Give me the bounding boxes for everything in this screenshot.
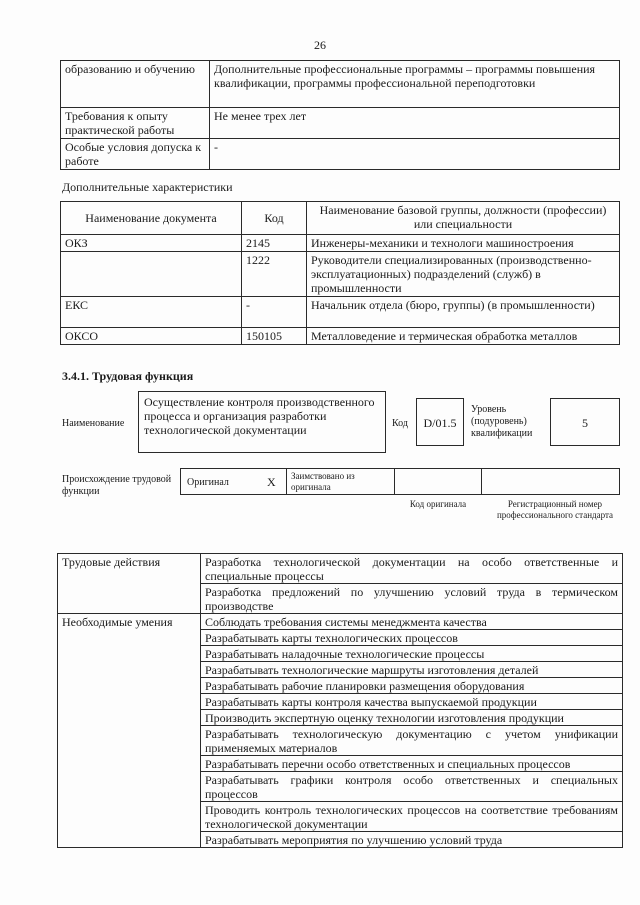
action-item: Разработка предложений по улучшению условий труда в термическом производстве — [201, 584, 623, 614]
group-label: Необходимые умения — [58, 614, 201, 848]
skill-item: Разрабатывать графики контроля особо ответственных и специальных процессов — [201, 772, 623, 802]
table-row — [61, 61, 620, 108]
skill-item: Разрабатывать перечни особо ответственных и специальных процессов — [201, 756, 623, 772]
table-row — [61, 328, 620, 345]
table-row — [61, 235, 620, 252]
column-header-name: Наименование базовой группы, должности (профессии) или специальности — [307, 202, 620, 235]
requirements-table — [60, 60, 620, 170]
action-item: Разработка технологической документации на особо ответственные и специальные процессы — [201, 554, 623, 584]
function-code-value: D/01.5 — [423, 416, 457, 430]
page-number: 26 — [314, 38, 326, 52]
skill-item: Разрабатывать технологическую документацию с учетом унификации применяемых материалов — [201, 726, 623, 756]
skill-item: Разрабатывать технологические маршруты изготовления деталей — [201, 662, 623, 678]
table-row — [61, 297, 620, 328]
level-value: 5 — [582, 416, 588, 430]
table-row — [61, 252, 620, 297]
function-name-box — [138, 391, 386, 453]
table-row — [61, 108, 620, 139]
name-cell: Металловедение и термическая обработка металлов — [307, 328, 620, 345]
function-name-label: Наименование — [62, 418, 125, 429]
function-name-value: Осуществление контроля производственного процесса и организация разработки технологической документации — [144, 395, 375, 437]
table-header-row — [61, 202, 620, 235]
code-cell: - — [242, 297, 307, 328]
origin-code-caption: Код оригинала — [409, 499, 467, 509]
name-cell: Руководители специализированных (производственно-эксплуатационных) подразделений (служб) в промышленности — [307, 252, 620, 297]
skill-item: Соблюдать требования системы менеджмента качества — [201, 614, 623, 630]
requirement-label: Требования к опыту практической работы — [61, 108, 210, 139]
code-cell: 150105 — [242, 328, 307, 345]
origin-row — [180, 468, 620, 495]
level-label: Уровень (подуровень) квалификации — [471, 404, 533, 439]
level-box — [550, 398, 620, 446]
additional-heading: Дополнительные характеристики — [62, 180, 233, 194]
name-cell: Начальник отдела (бюро, группы) (в промышленности) — [307, 297, 620, 328]
document-cell: ЕКС — [61, 297, 242, 328]
document-cell: ОКСО — [61, 328, 242, 345]
requirement-value: - — [210, 139, 620, 170]
table-row — [58, 614, 623, 630]
column-header-code: Код — [242, 202, 307, 235]
code-cell: 2145 — [242, 235, 307, 252]
origin-borrowed-label: Заимствовано из оригинала — [291, 471, 355, 492]
skill-item: Разрабатывать карты технологических процессов — [201, 630, 623, 646]
function-code-label: Код — [392, 418, 408, 429]
requirement-label: Особые условия допуска к работе — [61, 139, 210, 170]
skill-item: Разрабатывать мероприятия по улучшению условий труда — [201, 832, 623, 848]
origin-original-label: Оригинал — [187, 477, 229, 488]
labor-actions-table — [57, 553, 623, 848]
group-label: Трудовые действия — [58, 554, 201, 614]
table-row — [61, 139, 620, 170]
skill-item: Проводить контроль технологических процессов на соответствие требованиям технологической документации — [201, 802, 623, 832]
requirement-value: Не менее трех лет — [210, 108, 620, 139]
document-cell — [61, 252, 242, 297]
origin-reg-caption: Регистрационный номер профессионального стандарта — [496, 499, 614, 520]
skill-item: Разрабатывать карты контроля качества выпускаемой продукции — [201, 694, 623, 710]
name-cell: Инженеры-механики и технологи машиностроения — [307, 235, 620, 252]
origin-label: Происхождение трудовой функции — [62, 474, 172, 497]
column-header-document: Наименование документа — [61, 202, 242, 235]
document-cell: ОКЗ — [61, 235, 242, 252]
function-code-box — [416, 398, 464, 446]
requirement-value: Дополнительные профессиональные программы – программы повышения квалификации, программы профессиональной переподготовки — [210, 61, 620, 108]
requirement-label: образованию и обучению — [61, 61, 210, 108]
code-cell: 1222 — [242, 252, 307, 297]
skill-item: Разрабатывать наладочные технологические процессы — [201, 646, 623, 662]
table-row — [58, 554, 623, 584]
characteristics-table — [60, 201, 620, 345]
section-title: 3.4.1. Трудовая функция — [62, 369, 194, 383]
skill-item: Разрабатывать рабочие планировки размещения оборудования — [201, 678, 623, 694]
skill-item: Производить экспертную оценку технологии изготовления продукции — [201, 710, 623, 726]
origin-original-mark: X — [267, 475, 276, 489]
